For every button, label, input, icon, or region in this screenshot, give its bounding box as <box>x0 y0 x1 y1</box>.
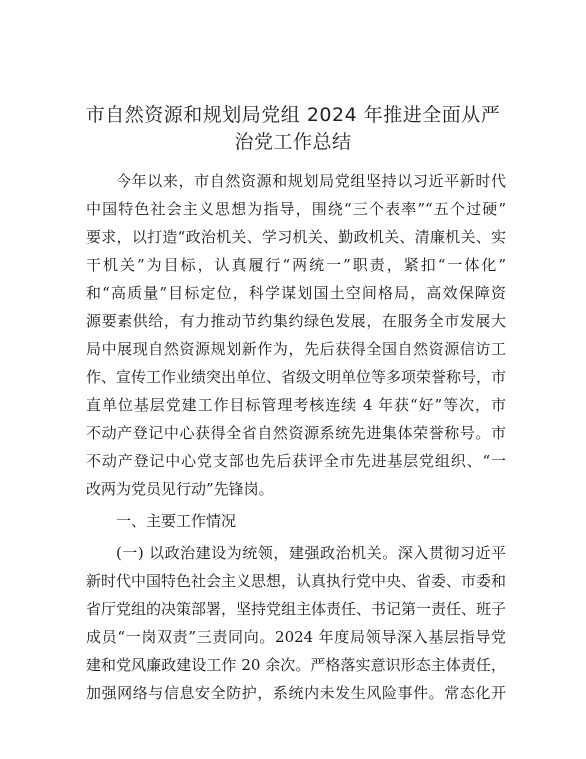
intro-paragraph-line: 不动产登记中心党支部也先后获评全市先进基层党组织、“一 <box>86 452 506 470</box>
intro-paragraph-line: 今年以来，市自然资源和规划局党组坚持以习近平新时代 <box>116 172 506 190</box>
intro-paragraph-line: 改两为党员见行动”先锋岗。 <box>86 480 274 498</box>
intro-paragraph-line: 作、宣传工作业绩突出单位、省级文明单位等多项荣誉称号，市 <box>86 368 507 386</box>
intro-paragraph-line: 直单位基层党建工作目标管理考核连续 4 年获“好”等次，市 <box>86 396 506 414</box>
section-paragraph-line: 省厅党组的决策部署，坚持党组主体责任、书记第一责任、班子 <box>86 600 507 618</box>
intro-paragraph-line: 源要素供给，有力推动节约集约绿色发展，在服务全市发展大 <box>86 312 506 330</box>
document-title-line-1: 市自然资源和规划局党组 2024 年推进全面从严 <box>85 104 501 126</box>
section-paragraph-line: 成员“一岗双责”三责同向。2024 年度局领导深入基层指导党 <box>86 628 506 646</box>
section-heading: 一、主要工作情况 <box>116 512 237 530</box>
section-paragraph-line: 建和党风廉政建设工作 20 余次。严格落实意识形态主体责任， <box>86 656 506 674</box>
intro-paragraph-line: 干机关”为目标，认真履行“两统一”职责，紧扣“一体化” <box>86 256 506 274</box>
intro-paragraph-line: 局中展现自然资源规划新作为，先后获得全国自然资源信访工 <box>86 340 506 358</box>
section-paragraph-line: (一) 以政治建设为统领，建强政治机关。深入贯彻习近平 <box>116 544 506 562</box>
intro-paragraph-line: 中国特色社会主义思想为指导，围绕“三个表率”“五个过硬” <box>86 200 506 218</box>
document-title-line-2: 治党工作总结 <box>234 131 352 153</box>
section-paragraph-line: 新时代中国特色社会主义思想，认真执行党中央、省委、市委和 <box>86 572 507 590</box>
intro-paragraph-line: 不动产登记中心获得全省自然资源系统先进集体荣誉称号。市 <box>86 424 506 442</box>
intro-paragraph-line: 要求，以打造“政治机关、学习机关、勤政机关、清廉机关、实 <box>86 228 506 246</box>
intro-paragraph-line: 和“高质量”目标定位，科学谋划国土空间格局，高效保障资 <box>86 284 506 302</box>
section-paragraph-line: 加强网络与信息安全防护，系统内未发生风险事件。常态化开 <box>86 684 506 702</box>
